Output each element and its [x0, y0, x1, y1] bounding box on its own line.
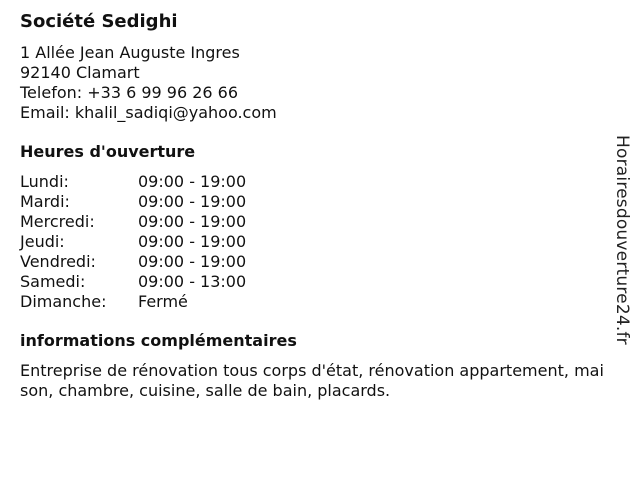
hours-day: Jeudi:: [20, 232, 65, 251]
additional-info-text: Entreprise de rénovation tous corps d'état, rénovation appartement, maison, chambre, cuisine, salle de bain, placards.: [20, 361, 604, 400]
opening-hours-table: [20, 172, 605, 312]
hours-time: 09:00 - 19:00: [138, 192, 247, 211]
hours-day: Samedi:: [20, 272, 86, 291]
hours-time: 09:00 - 19:00: [138, 252, 247, 271]
address-street: 1 Allée Jean Auguste Ingres: [20, 43, 240, 62]
hours-row-wednesday: [20, 212, 605, 232]
hours-row-friday: [20, 252, 605, 272]
additional-info-heading: informations complémentaires: [20, 331, 297, 350]
opening-hours-heading: Heures d'ouverture: [20, 142, 196, 161]
email-address: Email: khalil_sadiqi@yahoo.com: [20, 103, 277, 122]
hours-time: Fermé: [138, 292, 188, 311]
hours-time: 09:00 - 19:00: [138, 232, 247, 251]
hours-row-tuesday: [20, 192, 605, 212]
hours-time: 09:00 - 19:00: [138, 212, 247, 231]
hours-day: Dimanche:: [20, 292, 107, 311]
site-watermark: Horairesdouverture24.fr: [612, 135, 632, 345]
hours-time: 09:00 - 19:00: [138, 172, 247, 191]
hours-row-sunday: [20, 292, 605, 312]
hours-row-saturday: [20, 272, 605, 292]
hours-row-thursday: [20, 232, 605, 252]
hours-time: 09:00 - 13:00: [138, 272, 247, 291]
hours-row-monday: [20, 172, 605, 192]
hours-day: Mardi:: [20, 192, 70, 211]
business-card: [20, 10, 605, 401]
address-city: 92140 Clamart: [20, 63, 140, 82]
hours-day: Mercredi:: [20, 212, 95, 231]
hours-day: Vendredi:: [20, 252, 96, 271]
company-name: Société Sedighi: [20, 11, 178, 32]
hours-day: Lundi:: [20, 172, 69, 191]
phone-number: Telefon: +33 6 99 96 26 66: [20, 83, 239, 102]
